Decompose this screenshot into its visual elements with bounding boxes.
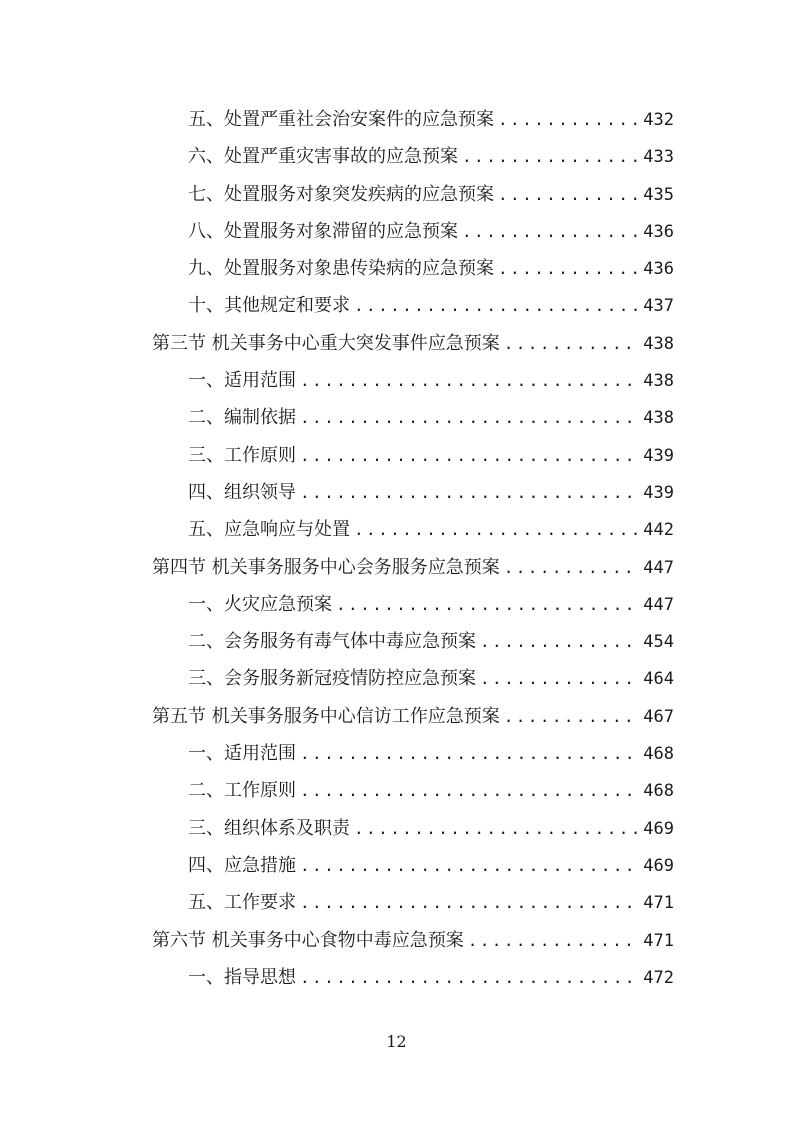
- toc-entry-title: 一、适用范围: [188, 370, 296, 392]
- toc-subsection-entry[interactable]: [152, 213, 674, 250]
- toc-subsection-entry[interactable]: [152, 959, 674, 996]
- toc-entry-page: 471: [643, 930, 674, 951]
- toc-entry-page: 437: [643, 296, 674, 317]
- toc-subsection-entry[interactable]: [152, 474, 674, 511]
- toc-entry-page: 442: [643, 520, 674, 541]
- toc-entry-title: 八、处置服务对象滞留的应急预案: [188, 220, 458, 242]
- toc-dot-leader: [480, 623, 639, 660]
- toc-subsection-entry[interactable]: [152, 810, 674, 847]
- toc-entry-title: 第六节 机关事务中心食物中毒应急预案: [152, 929, 464, 951]
- toc-entry-title: 三、组织体系及职责: [188, 817, 350, 839]
- toc-entry-title: 第五节 机关事务服务中心信访工作应急预案: [152, 705, 500, 727]
- toc-entry-title: 一、火灾应急预案: [188, 593, 332, 615]
- toc-entry-title: 二、工作原则: [188, 780, 296, 802]
- toc-subsection-entry[interactable]: [152, 623, 674, 660]
- toc-entry-title: 一、适用范围: [188, 743, 296, 765]
- toc-dot-leader: [336, 586, 639, 623]
- toc-dot-leader: [498, 250, 639, 287]
- toc-subsection-entry[interactable]: [152, 362, 674, 399]
- toc-entry-page: 439: [643, 445, 674, 466]
- toc-entry-page: 435: [643, 184, 674, 205]
- toc-entry-title: 三、工作原则: [188, 444, 296, 466]
- page-number: 12: [386, 1032, 407, 1051]
- toc-entry-title: 五、应急响应与处置: [188, 519, 350, 541]
- toc-dot-leader: [300, 884, 639, 921]
- toc-entry-page: 469: [643, 855, 674, 876]
- toc-dot-leader: [300, 772, 639, 809]
- toc-subsection-entry[interactable]: [152, 101, 674, 138]
- toc-dot-leader: [504, 325, 640, 362]
- toc-entry-title: 四、应急措施: [188, 854, 296, 876]
- toc-entry-page: 432: [643, 110, 674, 130]
- toc-entry-page: 436: [643, 259, 674, 280]
- toc-dot-leader: [300, 362, 639, 399]
- toc-entry-page: 447: [643, 557, 674, 578]
- toc-subsection-entry[interactable]: [152, 735, 674, 772]
- toc-subsection-entry[interactable]: [152, 772, 674, 809]
- toc-entry-page: 467: [643, 706, 674, 727]
- toc-dot-leader: [462, 138, 639, 175]
- toc-subsection-entry[interactable]: [152, 287, 674, 324]
- toc-dot-leader: [462, 213, 639, 250]
- toc-entry-page: 436: [643, 221, 674, 242]
- toc-entry-title: 五、工作要求: [188, 892, 296, 914]
- toc-dot-leader: [354, 810, 639, 847]
- toc-dot-leader: [300, 399, 639, 436]
- toc-dot-leader: [300, 847, 639, 884]
- toc-dot-leader: [354, 287, 639, 324]
- toc-subsection-entry[interactable]: [152, 437, 674, 474]
- toc-entry-title: 七、处置服务对象突发疾病的应急预案: [188, 183, 494, 205]
- toc-entry-page: 471: [643, 893, 674, 914]
- toc-dot-leader: [498, 101, 639, 138]
- toc-entry-title: 九、处置服务对象患传染病的应急预案: [188, 258, 494, 280]
- toc-entry-page: 438: [643, 371, 674, 392]
- toc-entry-title: 三、会务服务新冠疫情防控应急预案: [188, 668, 476, 690]
- toc-entry-title: 六、处置严重灾害事故的应急预案: [188, 146, 458, 168]
- table-of-contents: [152, 101, 674, 996]
- toc-dot-leader: [504, 549, 640, 586]
- toc-entry-page: 469: [643, 818, 674, 839]
- toc-entry-page: 433: [643, 147, 674, 168]
- toc-entry-page: 438: [643, 333, 674, 354]
- toc-list: [152, 101, 674, 996]
- toc-entry-title: 一、指导思想: [188, 966, 296, 988]
- toc-subsection-entry[interactable]: [152, 511, 674, 548]
- toc-subsection-entry[interactable]: [152, 138, 674, 175]
- toc-entry-title: 二、编制依据: [188, 407, 296, 429]
- toc-dot-leader: [480, 660, 639, 697]
- toc-entry-title: 四、组织领导: [188, 481, 296, 503]
- toc-entry-page: 438: [643, 408, 674, 429]
- toc-section-entry[interactable]: [152, 922, 674, 959]
- toc-section-entry[interactable]: [152, 698, 674, 735]
- toc-dot-leader: [468, 922, 640, 959]
- toc-subsection-entry[interactable]: [152, 176, 674, 213]
- toc-entry-page: 464: [643, 669, 674, 690]
- toc-subsection-entry[interactable]: [152, 660, 674, 697]
- toc-dot-leader: [300, 437, 639, 474]
- toc-entry-title: 二、会务服务有毒气体中毒应急预案: [188, 631, 476, 653]
- toc-entry-page: 447: [643, 594, 674, 615]
- toc-dot-leader: [300, 959, 639, 996]
- toc-subsection-entry[interactable]: [152, 884, 674, 921]
- toc-entry-title: 第四节 机关事务服务中心会务服务应急预案: [152, 556, 500, 578]
- toc-dot-leader: [504, 698, 640, 735]
- toc-subsection-entry[interactable]: [152, 250, 674, 287]
- toc-subsection-entry[interactable]: [152, 847, 674, 884]
- toc-section-entry[interactable]: [152, 325, 674, 362]
- toc-entry-page: 468: [643, 744, 674, 765]
- toc-entry-title: 十、其他规定和要求: [188, 295, 350, 317]
- toc-entry-title: 五、处置严重社会治安案件的应急预案: [188, 109, 494, 130]
- toc-entry-page: 472: [643, 967, 674, 988]
- toc-entry-page: 454: [643, 632, 674, 653]
- toc-entry-title: 第三节 机关事务中心重大突发事件应急预案: [152, 332, 500, 354]
- toc-entry-page: 439: [643, 482, 674, 503]
- toc-subsection-entry[interactable]: [152, 586, 674, 623]
- toc-subsection-entry[interactable]: [152, 399, 674, 436]
- toc-section-entry[interactable]: [152, 549, 674, 586]
- toc-dot-leader: [300, 735, 639, 772]
- toc-dot-leader: [300, 474, 639, 511]
- toc-dot-leader: [354, 511, 639, 548]
- toc-entry-page: 468: [643, 781, 674, 802]
- toc-dot-leader: [498, 176, 639, 213]
